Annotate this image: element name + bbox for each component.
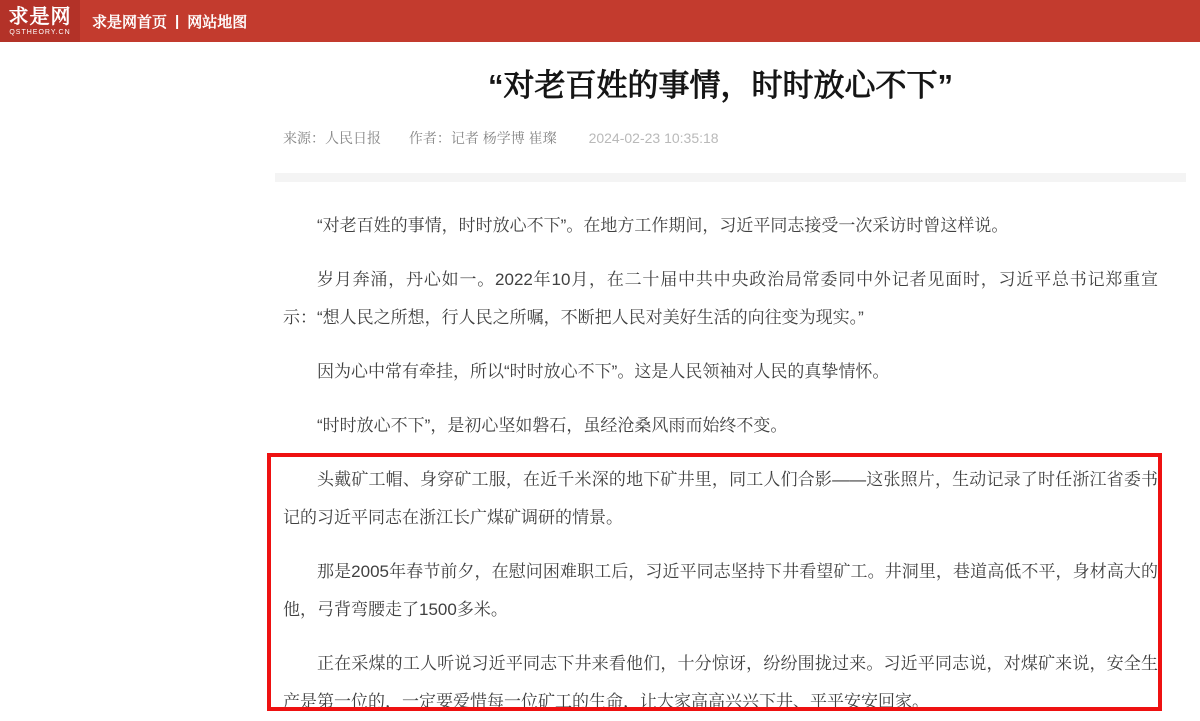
paragraph: 正在采煤的工人听说习近平同志下井来看他们，十分惊讶，纷纷围拢过来。习近平同志说，对煤矿来说，安全生产是第一位的，一定要爱惜每一位矿工的生命，让大家高高兴兴下井、平平安安回家。 bbox=[283, 654, 1158, 711]
article-title: “对老百姓的事情，时时放心不下” bbox=[488, 68, 953, 103]
meta-author: 作者：记者 杨学博 崔璨 bbox=[408, 130, 557, 146]
article-body bbox=[283, 207, 1158, 721]
paragraph: “对老百姓的事情，时时放心不下”。在地方工作期间，习近平同志接受一次采访时曾这样说。 bbox=[317, 216, 1009, 235]
meta-source: 来源：人民日报 bbox=[283, 130, 381, 146]
nav-separator: | bbox=[175, 12, 180, 30]
logo-subtitle: QSTHEORY.CN bbox=[9, 28, 71, 36]
top-nav bbox=[92, 11, 247, 32]
meta-date: 2024-02-23 10:35:18 bbox=[588, 130, 719, 146]
paragraph: 岁月奔涌，丹心如一。2022年10月，在二十届中共中央政治局常委同中外记者见面时，习近平总书记郑重宣示：“想人民之所想，行人民之所嘱，不断把人民对美好生活的向往变为现实。” bbox=[283, 270, 1158, 327]
paragraph: 头戴矿工帽、身穿矿工服，在近千米深的地下矿井里，同工人们合影——这张照片，生动记录了时任浙江省委书记的习近平同志在浙江长广煤矿调研的情景。 bbox=[283, 470, 1158, 527]
paragraph: “时时放心不下”，是初心坚如磐石，虽经沧桑风雨而始终不变。 bbox=[317, 416, 788, 435]
top-bar bbox=[0, 0, 1200, 42]
qstheory-logo[interactable] bbox=[0, 0, 80, 42]
article-meta bbox=[283, 128, 1158, 148]
nav-sitemap-link[interactable]: 网站地图 bbox=[187, 13, 248, 31]
paragraph: 那是2005年春节前夕，在慰问困难职工后，习近平同志坚持下井看望矿工。井洞里，巷道高低不平，身材高大的他，弓背弯腰走了1500多米。 bbox=[283, 562, 1158, 619]
logo-title: 求是网 bbox=[8, 5, 72, 28]
article-container bbox=[283, 65, 1158, 721]
nav-home-link[interactable]: 求是网首页 bbox=[92, 13, 168, 31]
highlighted-section bbox=[283, 461, 1158, 721]
paragraph: 因为心中常有牵挂，所以“时时放心不下”。这是人民领袖对人民的真挚情怀。 bbox=[317, 362, 890, 381]
